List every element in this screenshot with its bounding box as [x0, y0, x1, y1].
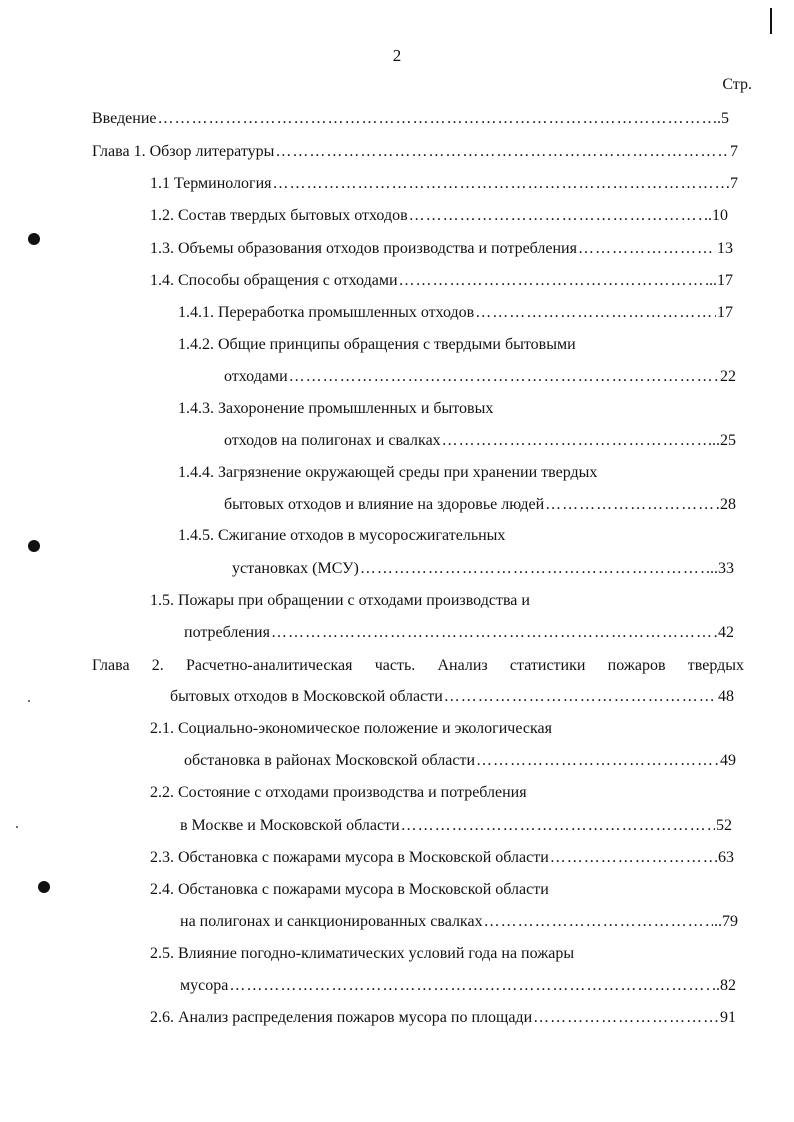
toc-leader-dots — [476, 750, 719, 772]
punch-hole-mark — [28, 233, 40, 245]
toc-entry-1-4-2-line-2 — [224, 366, 736, 388]
toc-entry-page: 42 — [718, 624, 734, 641]
toc-entry-2-2-line-2 — [180, 815, 732, 837]
toc-entry-text: отходами — [224, 368, 288, 385]
toc-entry-page: 63 — [718, 849, 734, 866]
toc-entry-1-4-5-line-1 — [178, 525, 738, 547]
toc-entry-text: установках (МСУ) — [232, 560, 359, 577]
toc-entry-1-3 — [150, 238, 733, 260]
toc-leader-dots — [289, 366, 719, 388]
toc-entry-text: 1.4.1. Переработка промышленных отходов — [178, 304, 475, 321]
toc-entry-page: 13 — [717, 240, 733, 257]
toc-entry-1-1 — [150, 173, 738, 195]
toc-entry-introduction — [92, 108, 729, 130]
toc-leader-dots — [442, 430, 711, 452]
toc-entry-text: обстановка в районах Московской области — [184, 752, 476, 769]
scan-edge-mark — [770, 8, 772, 34]
toc-entry-chapter-2-line-2 — [170, 686, 734, 708]
toc-entry-page: 52 — [716, 817, 732, 834]
punch-hole-mark — [38, 881, 50, 893]
toc-leader-dots — [273, 173, 729, 195]
toc-entry-text: 2.2. Состояние с отходами производства и потребления — [150, 784, 527, 801]
toc-entry-chapter-1 — [92, 141, 738, 163]
toc-leader-dots — [550, 847, 717, 869]
toc-entry-text: потребления — [184, 624, 270, 641]
toc-entry-page: ..10 — [704, 207, 728, 224]
toc-entry-2-2-line-1 — [150, 782, 738, 804]
toc-entry-page: ..82 — [712, 977, 736, 994]
toc-leader-dots — [533, 1007, 719, 1029]
toc-entry-text: 1.3. Объемы образования отходов производства и потребления — [150, 240, 577, 257]
toc-entry-text: 1.5. Пожары при обращении с отходами производства и — [150, 592, 530, 609]
toc-entry-page: 28 — [720, 496, 736, 513]
toc-entry-2-5-line-2 — [180, 975, 736, 997]
toc-entry-page: 7 — [730, 175, 738, 192]
toc-entry-text: отходов на полигонах и свалках — [224, 432, 441, 449]
toc-entry-text: 1.4.4. Загрязнение окружающей среды при хранении твердых — [178, 464, 598, 481]
toc-entry-text: бытовых отходов и влияние на здоровье людей — [224, 496, 545, 513]
toc-entry-text: 2.6. Анализ распределения пожаров мусора по площади — [150, 1009, 533, 1026]
toc-entry-1-2 — [150, 205, 728, 227]
toc-entry-text: 2.1. Социально-экономическое положение и экологическая — [150, 720, 552, 737]
toc-leader-dots — [444, 686, 717, 708]
toc-entry-page: 17 — [717, 304, 733, 321]
page-number: 2 — [392, 46, 402, 65]
toc-entry-1-4-4-line-2 — [224, 494, 736, 516]
toc-entry-page: ..17 — [709, 272, 733, 289]
toc-entry-page: ..25 — [712, 432, 736, 449]
toc-entry-text: 1.4. Способы обращения с отходами — [150, 272, 398, 289]
toc-entry-1-4-3-line-2 — [224, 430, 736, 452]
toc-entry-page: 22 — [720, 368, 736, 385]
toc-entry-page: ..79 — [714, 913, 738, 930]
toc-entry-text: на полигонах и санкционированных свалках — [180, 913, 483, 930]
toc-entry-page: ...33 — [706, 560, 734, 577]
toc-leader-dots — [271, 622, 717, 644]
toc-entry-chapter-2-line-1 — [92, 655, 744, 677]
toc-entry-page: 48 — [718, 688, 734, 705]
toc-entry-1-4-1 — [178, 302, 733, 324]
toc-leader-dots — [158, 108, 717, 130]
toc-entry-2-5-line-1 — [150, 943, 738, 965]
toc-entry-text: 1.4.3. Захоронение промышленных и бытовых — [178, 400, 494, 417]
punch-hole-mark — [28, 540, 40, 552]
toc-entry-1-5-line-2 — [184, 622, 734, 644]
toc-entry-text: Введение — [92, 110, 157, 127]
toc-entry-text: 1.4.5. Сжигание отходов в мусоросжигательных — [178, 527, 506, 544]
toc-leader-dots — [401, 815, 715, 837]
toc-leader-dots — [578, 238, 716, 260]
toc-entry-2-3 — [150, 847, 734, 869]
toc-entry-text: бытовых отходов в Московской области — [170, 688, 443, 705]
toc-entry-2-1-line-1 — [150, 718, 738, 740]
toc-leader-dots — [229, 975, 711, 997]
toc-entry-text: 2.4. Обстановка с пожарами мусора в Московской области — [150, 881, 549, 898]
toc-leader-dots — [275, 141, 729, 163]
toc-entry-1-4 — [150, 270, 733, 292]
toc-leader-dots — [475, 302, 716, 324]
page-column-label: Стр. — [722, 76, 752, 93]
toc-leader-dots — [399, 270, 708, 292]
toc-entry-2-4-line-2 — [180, 911, 738, 933]
toc-entry-1-4-5-line-2 — [232, 558, 734, 580]
toc-entry-text: Глава 2. Расчетно-аналитическая часть. Анализ статистики пожаров твердых — [92, 657, 744, 674]
toc-entry-text: мусора — [180, 977, 229, 994]
toc-entry-1-5-line-1 — [150, 590, 738, 612]
toc-entry-text: в Москве и Московской области — [180, 817, 400, 834]
toc-entry-2-4-line-1 — [150, 879, 738, 901]
toc-leader-dots — [484, 911, 713, 933]
toc-entry-1-4-2-line-1 — [178, 334, 738, 356]
toc-entry-2-6 — [150, 1007, 736, 1029]
toc-leader-dots — [409, 205, 703, 227]
toc-leader-dots — [545, 494, 719, 516]
toc-entry-1-4-4-line-1 — [178, 462, 738, 484]
toc-entry-page: .5 — [717, 110, 729, 127]
toc-entry-text: 2.3. Обстановка с пожарами мусора в Московской области — [150, 849, 549, 866]
toc-leader-dots — [360, 558, 705, 580]
toc-entry-text: 1.4.2. Общие принципы обращения с твердыми бытовыми — [178, 336, 576, 353]
toc-entry-page: 49 — [720, 752, 736, 769]
toc-entry-1-4-3-line-1 — [178, 398, 738, 420]
toc-entry-text: 1.1 Терминология — [150, 175, 272, 192]
scan-speck — [28, 700, 30, 702]
toc-entry-page: 91 — [720, 1009, 736, 1026]
toc-entry-text: 1.2. Состав твердых бытовых отходов — [150, 207, 408, 224]
scan-speck — [16, 826, 18, 828]
toc-entry-text: Глава 1. Обзор литературы — [92, 143, 275, 160]
toc-entry-2-1-line-2 — [184, 750, 736, 772]
toc-entry-text: 2.5. Влияние погодно-климатических условий года на пожары — [150, 945, 575, 962]
toc-entry-page: 7 — [730, 143, 738, 160]
